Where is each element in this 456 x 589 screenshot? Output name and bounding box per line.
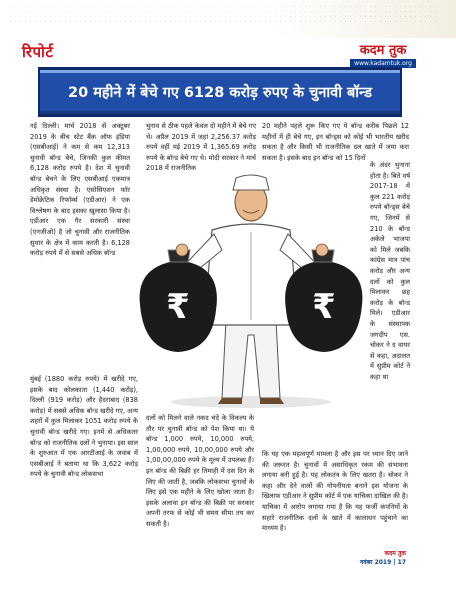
paragraph: नई दिल्ली। मार्च 2018 से अक्टूबर 2019 के बीच स्टेट बैंक ऑफ इंडिया (एसबीआई) ने कम से कम 12,313 चुनावी बॉन्ड बेचे, जिनकी कुल कीमत 6,128 करोड़ रुपये है। देश में चुनावी बॉन्ड बेचने के लिए एसबीआई एकमात्र अधिकृत संस्था है। एसोसिएशन फॉर डेमोक्रेटिक रिफॉर्म्स (एडीआर) ने एक विश्लेषण के बाद इसका खुलासा किया है। एडीआर एक गैर सरकारी संस्था (एनजीओ) है जो चुनावी और राजनीतिक सुधार के क्षेत्र में काम करती है। 6,128 करोड़ रुपये में से सबसे अधिक बॉन्ड bbox=[30, 122, 130, 258]
paragraph: के अंदर भुनाना होता है। बिते वर्ष 2017-18 में कुल 221 करोड़ रुपये बॉन्ड्स बेचे गए, जिनमें से 210 के बॉन्ड अकेले भाजपा को मिले जबकि कांग्रेस मात्र पांच करोड़ और अन्य दलों को कुल मिलाकर छह करोड़ के बॉन्ड मिले। एडीआर के संस्थापक जगदीप एस. चोकर ने द वायर से कहा, अदालत में सुप्रीम कोर्ट ने कहा था bbox=[370, 161, 410, 381]
left-hand bbox=[176, 244, 188, 256]
article-column-3-side bbox=[370, 160, 410, 382]
article-column-1 bbox=[30, 121, 130, 259]
cap bbox=[233, 175, 269, 190]
right-shoe bbox=[260, 398, 284, 404]
paragraph: मुंबई (1880 करोड़ रुपये) में खरीदे गए, इसके बाद कोलकाता (1,440 करोड़), दिल्ली (919 करोड़) और हैदराबाद (838 करोड़) में सबसे अधिक बॉन्ड खरीदे गए, अन्य शहरों में कुल मिलाकर 1051 करोड़ रुपये के चुनावी बॉन्ड खरीदे गए। इनमें से अधिकतर बॉन्ड को राजनीतिक दलों ने भुनाया। इस साल के शुरुआत में एक आरटीआई के जवाब में एसबीआई ने बताया था कि 3,622 करोड़ रुपये के चुनावी बॉन्ड लोकसभा bbox=[30, 375, 138, 479]
article-column-3-continued bbox=[262, 449, 408, 534]
right-hand bbox=[316, 244, 328, 256]
article-column-1-continued bbox=[30, 374, 138, 480]
article-column-2-continued bbox=[146, 413, 254, 530]
brand-name: कदम तुक bbox=[359, 43, 407, 58]
footer-brand: कदम तुक bbox=[384, 550, 406, 557]
section-label: रिपोर्ट bbox=[22, 43, 54, 61]
page-footer bbox=[360, 549, 406, 567]
headline: 20 महीने में बेचे गए 6128 करोड़ रुपए के चुनावी बॉन्ड bbox=[68, 85, 372, 101]
footer-date-page: नवंबर 2019 | 17 bbox=[359, 559, 406, 566]
paragraph: दलों को मिलने वाले नकद चंदे के विकल्प के तौर पर चुनावी बॉन्ड को पेश किया था। ये बॉन्ड 1,000 रुपये, 10,000 रुपये, 1,00,000 रुपये, 10,00,000 रुपये और 1,00,00,000 रुपये के मूल्य में उपलब्ध हैं। इन बॉन्ड की बिक्री हर तिमाही में दस दिन के लिए की जाती है, जबकि लोकसभा चुनावों के लिए इसे एक महीने के लिए खोला जाता है। इसके अलावा इन बॉन्ड की बिक्री पर सरकार अपनी तरफ से कोई भी समय सीमा तय कर सकती है। bbox=[146, 414, 254, 528]
headline-banner bbox=[40, 70, 400, 114]
brand-logo bbox=[350, 40, 416, 68]
brand-url: www.kadamtuk.org bbox=[350, 59, 416, 68]
paragraph: चुनाव से ठीक पहले केवल दो महीने में बेचे गए थे। अप्रैल 2019 में जहां 2,256.37 करोड़ रुपये वहीं मई 2019 में 1,365.69 करोड़ रुपये के बॉन्ड बेचे गए थे। मोदी सरकार ने मार्च 2018 में राजनीतिक bbox=[146, 122, 256, 173]
top-decorative-strip bbox=[0, 0, 456, 38]
paragraph: 20 महीने पहले शुरू किए गए ये बॉन्ड करीब पिछले 12 महीनों में ही बेचे गए, इन बॉन्ड्स को कोई भी भारतीय खरीद सकता है और किसी भी राजनीतिक दल खाते में जमा करा सकता है। इसके बाद इन बॉन्ड को 15 दिनों bbox=[262, 122, 409, 162]
rupee-symbol-left: ₹ bbox=[166, 287, 190, 327]
left-shoe bbox=[218, 398, 242, 404]
paragraph: कि यह एक महत्वपूर्ण मामला है और इस पर ध्यान दिए जाने की जरूरत है। चुनावों में असाधिकृत रकम की संभावना लगाया बनी हुई है। यह लोकतंत्र के लिए खतरा है। चोकर ने कहा और देने वालों की गोपनीयता बनाने इस योजना के खिलाफ एडीआर ने सुप्रीम कोर्ट में एक याचिका दाखिल की है। याचिका में आरोप लगाया गया है कि यह फर्जी कंपनियों के सहारे राजनीतिक दलों के खाते में कालाधन पहुंचाने का माध्यम है। bbox=[262, 450, 408, 533]
politician-money-bags-illustration bbox=[130, 150, 372, 412]
rupee-symbol-right: ₹ bbox=[312, 287, 336, 327]
dhoti bbox=[222, 320, 280, 398]
shadow bbox=[171, 396, 331, 408]
